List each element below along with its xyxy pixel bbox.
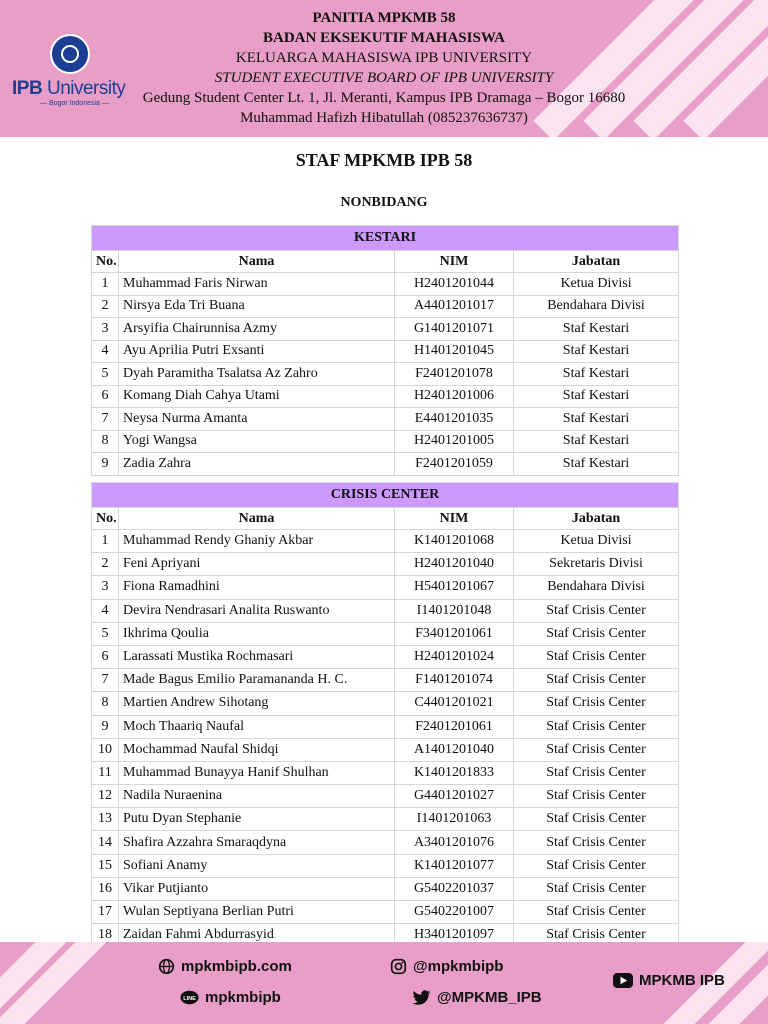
- cell-no: 16: [92, 877, 119, 900]
- website-text: mpkmbipb.com: [181, 958, 292, 975]
- cell-nama: Yogi Wangsa: [119, 430, 395, 453]
- cell-no: 5: [92, 363, 119, 386]
- table-row: [92, 761, 679, 784]
- cell-nama: Putu Dyan Stephanie: [119, 808, 395, 831]
- cell-nama: Larassati Mustika Rochmasari: [119, 645, 395, 668]
- cell-nim: F1401201074: [395, 669, 514, 692]
- cell-no: 8: [92, 692, 119, 715]
- cell-no: 2: [92, 295, 119, 318]
- cell-jabatan: Staf Crisis Center: [514, 924, 679, 947]
- youtube-icon: [613, 973, 633, 988]
- table-row: [92, 273, 679, 296]
- column-header-nim: NIM: [395, 251, 514, 273]
- cell-nim: H1401201045: [395, 340, 514, 363]
- cell-jabatan: Sekretaris Divisi: [514, 553, 679, 576]
- cell-nama: Zaidan Fahmi Abdurrasyid: [119, 924, 395, 947]
- cell-nim: A1401201040: [395, 738, 514, 761]
- cell-no: 4: [92, 340, 119, 363]
- cell-nim: K1401201833: [395, 761, 514, 784]
- cell-no: 9: [92, 715, 119, 738]
- cell-no: 5: [92, 622, 119, 645]
- cell-no: 11: [92, 761, 119, 784]
- instagram-handle: @mpkmbipb: [413, 958, 504, 975]
- cell-nim: A3401201076: [395, 831, 514, 854]
- cell-jabatan: Staf Crisis Center: [514, 599, 679, 622]
- column-header-no: No.: [92, 251, 119, 273]
- cell-jabatan: Staf Crisis Center: [514, 738, 679, 761]
- cell-nama: Nadila Nuraenina: [119, 785, 395, 808]
- youtube-channel: MPKMB IPB: [639, 972, 725, 989]
- cell-nama: Muhammad Rendy Ghaniy Akbar: [119, 530, 395, 553]
- table-row: [92, 877, 679, 900]
- cell-no: 9: [92, 453, 119, 476]
- cell-no: 1: [92, 273, 119, 296]
- cell-jabatan: Staf Crisis Center: [514, 622, 679, 645]
- cell-nama: Ikhrima Qoulia: [119, 622, 395, 645]
- cell-nama: Mochammad Naufal Shidqi: [119, 738, 395, 761]
- cell-nama: Shafira Azzahra Smaraqdyna: [119, 831, 395, 854]
- table-row: [92, 408, 679, 431]
- column-header-jabatan: Jabatan: [514, 508, 679, 530]
- cell-jabatan: Staf Kestari: [514, 453, 679, 476]
- table-row: [92, 576, 679, 599]
- twitter-icon: [412, 990, 431, 1006]
- cell-jabatan: Staf Crisis Center: [514, 692, 679, 715]
- line-icon: [180, 990, 199, 1005]
- cell-jabatan: Staf Crisis Center: [514, 877, 679, 900]
- cell-jabatan: Staf Kestari: [514, 430, 679, 453]
- logo-wordmark: IPB University: [12, 78, 126, 99]
- column-header-nama: Nama: [119, 251, 395, 273]
- cell-jabatan: Staf Crisis Center: [514, 761, 679, 784]
- footer-instagram[interactable]: [390, 958, 503, 975]
- cell-nim: H2401201005: [395, 430, 514, 453]
- cell-no: 13: [92, 808, 119, 831]
- cell-no: 14: [92, 831, 119, 854]
- cell-nama: Moch Thaariq Naufal: [119, 715, 395, 738]
- division-header: CRISIS CENTER: [92, 483, 679, 508]
- cell-no: 7: [92, 669, 119, 692]
- cell-nim: F2401201061: [395, 715, 514, 738]
- cell-nama: Made Bagus Emilio Paramananda H. C.: [119, 669, 395, 692]
- cell-nim: K1401201068: [395, 530, 514, 553]
- cell-no: 2: [92, 553, 119, 576]
- cell-jabatan: Ketua Divisi: [514, 530, 679, 553]
- table-row: [92, 831, 679, 854]
- cell-jabatan: Staf Crisis Center: [514, 715, 679, 738]
- table-row: [92, 318, 679, 341]
- footer-youtube[interactable]: [613, 972, 725, 989]
- cell-no: 4: [92, 599, 119, 622]
- address: Gedung Student Center Lt. 1, Jl. Meranti, Kampus IPB Dramaga – Bogor 16680: [142, 90, 626, 106]
- division-table-kestari: [91, 225, 679, 476]
- cell-no: 10: [92, 738, 119, 761]
- cell-no: 17: [92, 901, 119, 924]
- cell-nim: E4401201035: [395, 408, 514, 431]
- cell-nama: Feni Apriyani: [119, 553, 395, 576]
- cell-nama: Dyah Paramitha Tsalatsa Az Zahro: [119, 363, 395, 386]
- table-row: [92, 785, 679, 808]
- cell-no: 3: [92, 576, 119, 599]
- column-header-nama: Nama: [119, 508, 395, 530]
- column-header-no: No.: [92, 508, 119, 530]
- column-header-nim: NIM: [395, 508, 514, 530]
- cell-nama: Nirsya Eda Tri Buana: [119, 295, 395, 318]
- table-row: [92, 530, 679, 553]
- cell-nama: Wulan Septiyana Berlian Putri: [119, 901, 395, 924]
- footer-band: [0, 942, 768, 1024]
- cell-no: 6: [92, 385, 119, 408]
- table-row: [92, 669, 679, 692]
- cell-jabatan: Bendahara Divisi: [514, 295, 679, 318]
- cell-nama: Vikar Putjianto: [119, 877, 395, 900]
- table-row: [92, 738, 679, 761]
- contact-person: Muhammad Hafizh Hibatullah (085237636737): [240, 110, 528, 126]
- table-row: [92, 385, 679, 408]
- cell-nama: Sofiani Anamy: [119, 854, 395, 877]
- table-row: [92, 363, 679, 386]
- institution-name-english: STUDENT EXECUTIVE BOARD OF IPB UNIVERSITY: [214, 70, 554, 86]
- cell-nim: I1401201048: [395, 599, 514, 622]
- cell-no: 18: [92, 924, 119, 947]
- cell-jabatan: Staf Crisis Center: [514, 645, 679, 668]
- letterhead: [0, 0, 768, 137]
- twitter-handle: @MPKMB_IPB: [437, 989, 542, 1006]
- cell-nim: I1401201063: [395, 808, 514, 831]
- cell-nim: H2401201044: [395, 273, 514, 296]
- cell-nim: G5402201007: [395, 901, 514, 924]
- university-seal-icon: [50, 34, 90, 74]
- logo-tagline: — Bogor Indonesia —: [40, 100, 109, 107]
- cell-nama: Devira Nendrasari Analita Ruswanto: [119, 599, 395, 622]
- cell-jabatan: Bendahara Divisi: [514, 576, 679, 599]
- cell-no: 6: [92, 645, 119, 668]
- cell-nama: Ayu Aprilia Putri Exsanti: [119, 340, 395, 363]
- footer-website[interactable]: [158, 958, 292, 975]
- cell-nim: G5402201037: [395, 877, 514, 900]
- cell-nim: F2401201078: [395, 363, 514, 386]
- cell-jabatan: Staf Crisis Center: [514, 901, 679, 924]
- cell-jabatan: Staf Crisis Center: [514, 808, 679, 831]
- ipb-university-logo: [12, 34, 130, 108]
- table-row: [92, 295, 679, 318]
- cell-nim: H2401201040: [395, 553, 514, 576]
- cell-nama: Komang Diah Cahya Utami: [119, 385, 395, 408]
- table-row: [92, 901, 679, 924]
- division-header: KESTARI: [92, 226, 679, 251]
- cell-nama: Muhammad Faris Nirwan: [119, 273, 395, 296]
- globe-icon: [158, 958, 175, 975]
- cell-nama: Arsyifia Chairunnisa Azmy: [119, 318, 395, 341]
- cell-nim: H3401201097: [395, 924, 514, 947]
- cell-jabatan: Staf Kestari: [514, 385, 679, 408]
- cell-no: 8: [92, 430, 119, 453]
- committee-name: PANITIA MPKMB 58: [312, 10, 456, 26]
- letterhead-text: [130, 8, 638, 128]
- cell-nim: F3401201061: [395, 622, 514, 645]
- instagram-icon: [390, 958, 407, 975]
- cell-nim: F2401201059: [395, 453, 514, 476]
- table-row: [92, 599, 679, 622]
- cell-jabatan: Staf Kestari: [514, 340, 679, 363]
- division-table-crisis-center: [91, 482, 679, 947]
- table-row: [92, 692, 679, 715]
- cell-nama: Fiona Ramadhini: [119, 576, 395, 599]
- table-row: [92, 645, 679, 668]
- cell-no: 12: [92, 785, 119, 808]
- cell-jabatan: Staf Kestari: [514, 363, 679, 386]
- cell-jabatan: Staf Kestari: [514, 408, 679, 431]
- svg-text:LINE: LINE: [183, 995, 196, 1002]
- organization-name: BADAN EKSEKUTIF MAHASISWA: [263, 30, 505, 46]
- cell-nama: Neysa Nurma Amanta: [119, 408, 395, 431]
- table-row: [92, 622, 679, 645]
- table-row: [92, 715, 679, 738]
- cell-jabatan: Staf Crisis Center: [514, 669, 679, 692]
- table-row: [92, 854, 679, 877]
- cell-nama: Muhammad Bunayya Hanif Shulhan: [119, 761, 395, 784]
- line-account: mpkmbipb: [205, 989, 281, 1006]
- cell-nim: G4401201027: [395, 785, 514, 808]
- cell-nim: K1401201077: [395, 854, 514, 877]
- footer-line[interactable]: [180, 989, 281, 1006]
- column-header-jabatan: Jabatan: [514, 251, 679, 273]
- cell-jabatan: Ketua Divisi: [514, 273, 679, 296]
- cell-nim: H2401201006: [395, 385, 514, 408]
- table-row: [92, 808, 679, 831]
- document-title: STAF MPKMB IPB 58: [295, 150, 473, 170]
- institution-name: KELUARGA MAHASISWA IPB UNIVERSITY: [235, 50, 533, 66]
- cell-nim: G1401201071: [395, 318, 514, 341]
- cell-jabatan: Staf Crisis Center: [514, 854, 679, 877]
- footer-twitter[interactable]: [412, 989, 542, 1006]
- table-row: [92, 453, 679, 476]
- cell-nim: H5401201067: [395, 576, 514, 599]
- cell-jabatan: Staf Kestari: [514, 318, 679, 341]
- table-row: [92, 430, 679, 453]
- cell-nama: Zadia Zahra: [119, 453, 395, 476]
- cell-no: 15: [92, 854, 119, 877]
- cell-jabatan: Staf Crisis Center: [514, 831, 679, 854]
- cell-no: 3: [92, 318, 119, 341]
- cell-jabatan: Staf Crisis Center: [514, 785, 679, 808]
- cell-no: 1: [92, 530, 119, 553]
- cell-no: 7: [92, 408, 119, 431]
- cell-nim: A4401201017: [395, 295, 514, 318]
- table-row: [92, 340, 679, 363]
- table-row: [92, 553, 679, 576]
- cell-nama: Martien Andrew Sihotang: [119, 692, 395, 715]
- cell-nim: C4401201021: [395, 692, 514, 715]
- cell-nim: H2401201024: [395, 645, 514, 668]
- section-title: NONBIDANG: [340, 195, 428, 210]
